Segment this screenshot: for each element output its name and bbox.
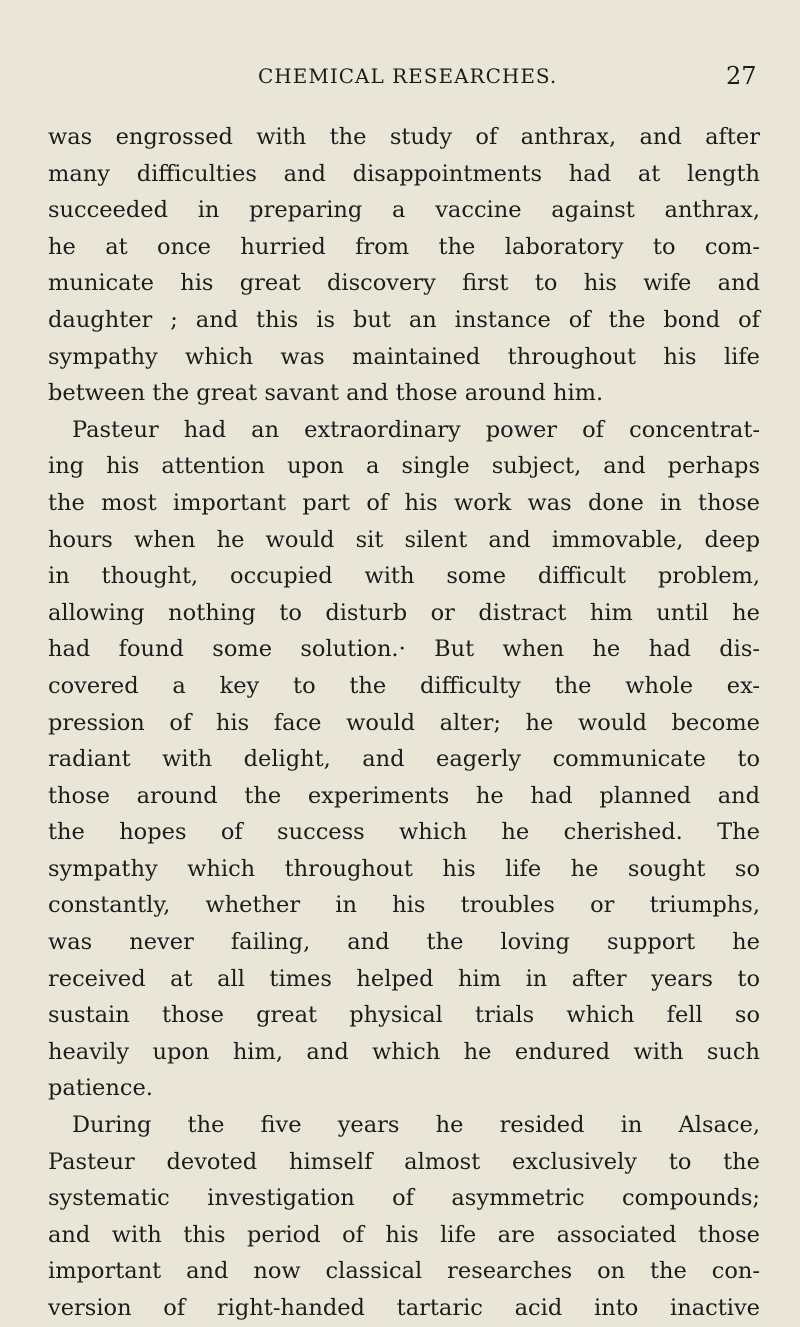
text-line: During the five years he resided in Alsace, (72, 1112, 760, 1139)
text-line: sympathy which was maintained throughout his life (48, 343, 760, 370)
running-title: CHEMICAL RESEARCHES. (258, 64, 558, 88)
text-line: Pasteur had an extraordinary power of concentrat- (72, 416, 760, 443)
text-line: received at all times helped him in after years to (48, 965, 760, 992)
text-line: sympathy which throughout his life he sought so (48, 855, 760, 882)
text-line: between the great savant and those around him. (48, 380, 604, 407)
text-line: heavily upon him, and which he endured with such (48, 1038, 760, 1065)
text-line: and with this period of his life are associated those (48, 1221, 760, 1248)
text-line: he at once hurried from the laboratory to com- (48, 233, 760, 260)
text-line: was never failing, and the loving support he (48, 929, 760, 956)
text-line: municate his great discovery first to his wife and (48, 270, 760, 297)
text-line: important and now classical researches on the con- (48, 1258, 760, 1285)
text-line: many difficulties and disappointments had at length (48, 160, 760, 187)
text-line: was engrossed with the study of anthrax, and after (48, 124, 760, 150)
text-line: Pasteur devoted himself almost exclusively to the (48, 1148, 760, 1175)
text-line: pression of his face would alter; he would become (48, 709, 760, 736)
body-text (48, 119, 760, 1327)
text-line: sustain those great physical trials which fell so (48, 1002, 760, 1029)
text-line: in thought, occupied with some difficult problem, (48, 563, 760, 590)
text-line: those around the experiments he had planned and (48, 782, 760, 809)
text-line: systematic investigation of asymmetric compounds; (48, 1185, 760, 1212)
text-line: ing his attention upon a single subject, and perhaps (48, 453, 760, 480)
running-header (0, 58, 800, 98)
text-line: had found some solution.· But when he had dis- (48, 636, 760, 663)
text-line: allowing nothing to disturb or distract him until he (48, 599, 760, 626)
page-number: 27 (726, 62, 757, 90)
text-line: the hopes of success which he cherished. The (48, 819, 760, 846)
text-line: constantly, whether in his troubles or triumphs, (48, 892, 760, 919)
text-line: succeeded in preparing a vaccine against anthrax, (48, 197, 760, 224)
text-line: the most important part of his work was done in those (48, 489, 760, 516)
text-line: daughter ; and this is but an instance of the bond of (48, 306, 760, 333)
text-line: radiant with delight, and eagerly communicate to (48, 746, 760, 773)
text-line: hours when he would sit silent and immovable, deep (48, 526, 760, 553)
text-line: patience. (48, 1075, 153, 1102)
text-line: version of right-handed tartaric acid into inactive (48, 1295, 760, 1321)
text-line: covered a key to the difficulty the whole ex- (48, 672, 760, 699)
